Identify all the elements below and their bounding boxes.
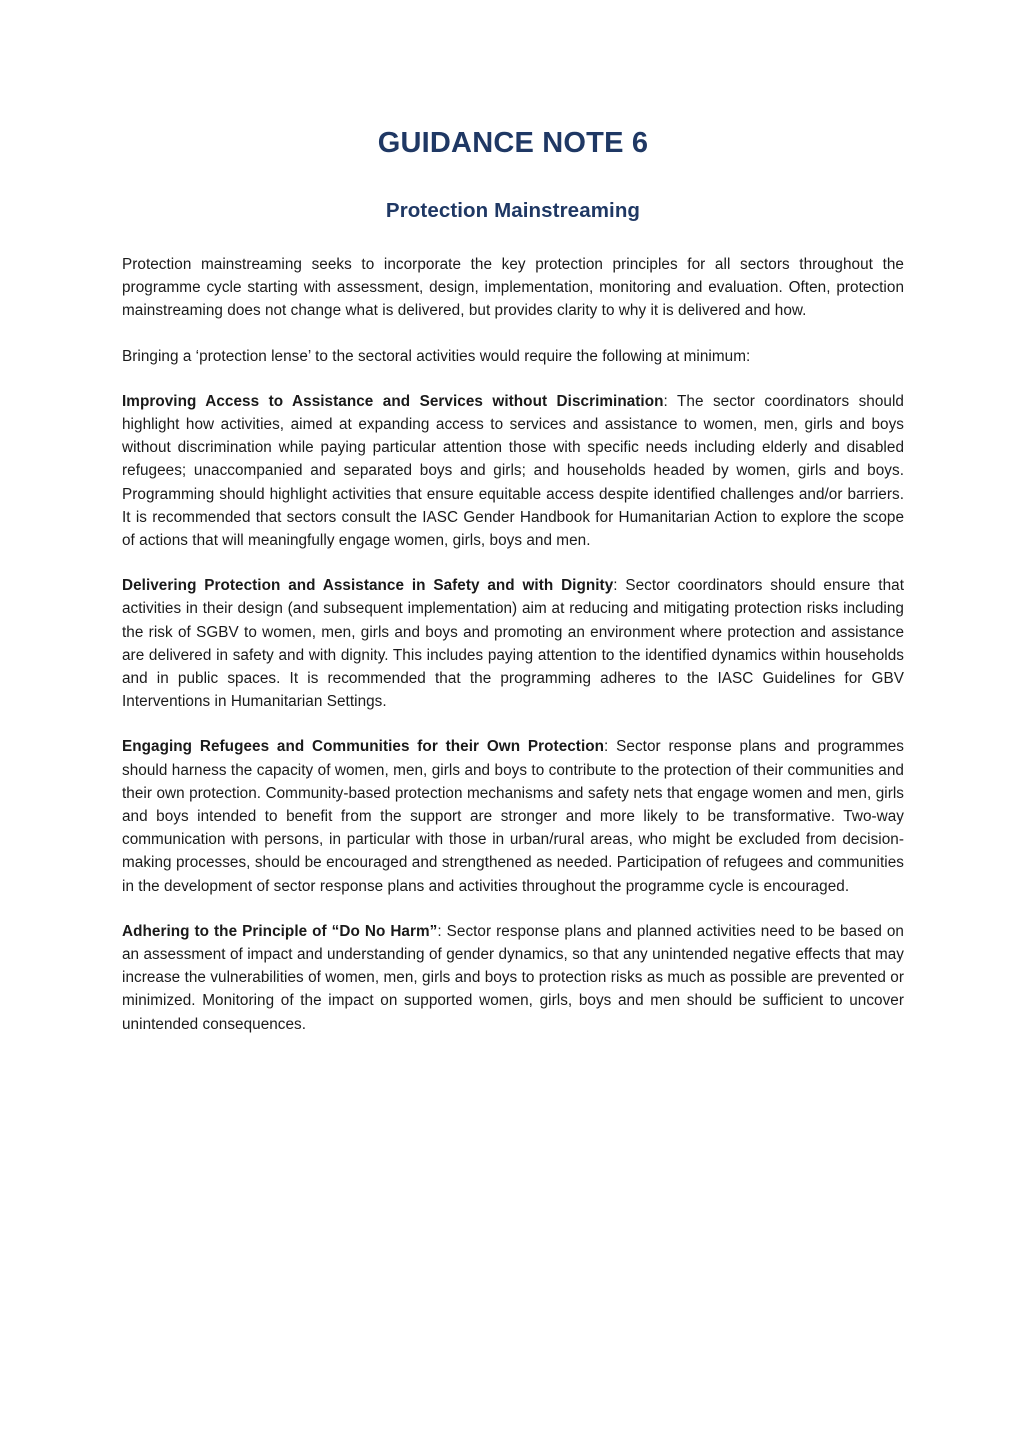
paragraph-lead: Delivering Protection and Assistance in Safety and with Dignity (122, 577, 614, 595)
paragraph-lense (122, 345, 904, 368)
paragraph-engaging-refugees (122, 735, 904, 897)
paragraph-delivering-protection (122, 574, 904, 713)
paragraph-lead: Engaging Refugees and Communities for their Own Protection (122, 738, 605, 756)
page-title: GUIDANCE NOTE 6 (377, 127, 649, 159)
paragraph-improving-access (122, 390, 904, 552)
page-subtitle: Protection Mainstreaming (385, 199, 641, 222)
paragraph-text: Protection mainstreaming seeks to incorporate the key protection principles for all sectors throughout the programme cycle starting with assessment, design, implementation, monitoring and evaluation. Often, protection mainstreaming does not change what is delivered, but provides clarity to why it is delivered and how. (122, 256, 904, 320)
paragraph-text: : The sector coordinators should highlight how activities, aimed at expanding access to services and assistance to women, men, girls and boys without discrimination while paying particular attention those with specific needs including elderly and disabled refugees; unaccompanied and separated boys and girls; and households headed by women, girls and boys. Programming should highlight activities that ensure equitable access despite identified challenges and/or barriers. It is recommended that sectors consult the IASC Gender Handbook for Humanitarian Action to explore the scope of actions that will meaningfully engage women, girls, boys and men. (122, 392, 904, 550)
paragraph-do-no-harm (122, 920, 904, 1036)
paragraph-lead: Improving Access to Assistance and Services without Discrimination (122, 392, 664, 410)
document-body (122, 223, 904, 1036)
paragraph-text: : Sector response plans and programmes should harness the capacity of women, men, girls and boys to contribute to the protection of their communities and their own protection. Community-based protection mechanisms and safety nets that engage women and men, girls and boys intended to benefit from the support are stronger and more likely to be transformative. Two-way communication with persons, in particular with those in urban/rural areas, who might be excluded from decision-making processes, should be encouraged and strengthened as needed. Participation of refugees and communities in the development of sector response plans and activities throughout the programme cycle is encouraged. (122, 738, 904, 895)
paragraph-lead: Adhering to the Principle of “Do No Harm” (122, 922, 438, 940)
paragraph-text: Bringing a ‘protection lense’ to the sectoral activities would require the following at minimum: (122, 347, 751, 365)
paragraph-text: : Sector coordinators should ensure that activities in their design (and subsequent implementation) aim at reducing and mitigating protection risks including the risk of SGBV to women, men, girls and boys and promoting an environment where protection and assistance are delivered in safety and with dignity. This includes paying attention to the identified dynamics within households and in public spaces. It is recommended that the programming adheres to the IASC Guidelines for GBV Interventions in Humanitarian Settings. (122, 577, 904, 711)
paragraph-text: : Sector response plans and planned activities need to be based on an assessment of impact and understanding of gender dynamics, so that any unintended negative effects that may increase the vulnerabilities of women, men, girls and boys to protection risks as much as possible are prevented or minimized. Monitoring of the impact on supported women, girls, boys and men should be sufficient to uncover unintended consequences. (122, 922, 904, 1033)
document-content (122, 0, 904, 1036)
paragraph-intro (122, 253, 904, 323)
